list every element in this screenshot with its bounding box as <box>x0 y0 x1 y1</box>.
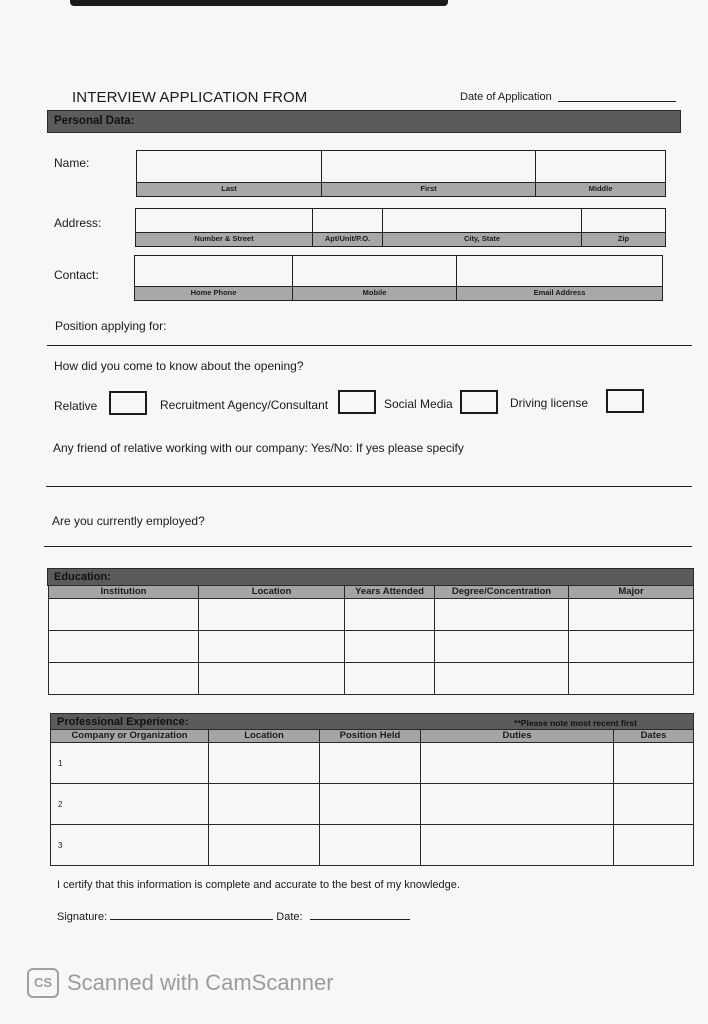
edu-col-years: Years Attended <box>345 586 435 599</box>
edu-cell[interactable] <box>435 599 569 631</box>
edu-col-institution: Institution <box>49 586 199 599</box>
experience-note: **Please note most recent first <box>514 718 637 728</box>
scan-edge-bar <box>70 0 448 6</box>
education-table <box>48 585 694 695</box>
camscanner-watermark <box>27 968 334 998</box>
watermark-text: Scanned with CamScanner <box>67 970 334 995</box>
social-media-checkbox[interactable] <box>460 390 498 414</box>
last-name-field[interactable] <box>137 151 322 196</box>
agency-checkbox[interactable] <box>338 390 376 414</box>
exp-cell[interactable] <box>320 743 421 784</box>
edu-cell[interactable] <box>199 599 345 631</box>
edu-cell[interactable] <box>345 631 435 663</box>
edu-cell[interactable] <box>49 631 199 663</box>
edu-cell[interactable] <box>435 663 569 695</box>
exp-cell[interactable] <box>209 825 320 866</box>
edu-col-degree: Degree/Concentration <box>435 586 569 599</box>
email-caption: Email Address <box>457 286 662 300</box>
education-row <box>49 599 694 631</box>
exp-cell[interactable] <box>320 825 421 866</box>
form-title: INTERVIEW APPLICATION FROM <box>72 89 308 106</box>
edu-cell[interactable] <box>345 599 435 631</box>
exp-cell[interactable] <box>209 784 320 825</box>
exp-col-location: Location <box>209 730 320 743</box>
mobile-field[interactable] <box>293 256 457 300</box>
edu-cell[interactable] <box>435 631 569 663</box>
apt-caption: Apt/Unit/P.O. <box>313 232 382 246</box>
edu-cell[interactable] <box>49 599 199 631</box>
option-relative-label: Relative <box>54 399 98 413</box>
middle-name-field[interactable] <box>536 151 665 196</box>
zip-caption: Zip <box>582 232 665 246</box>
zip-field[interactable] <box>582 209 665 246</box>
row-number[interactable]: 1 <box>51 743 209 784</box>
exp-cell[interactable] <box>421 784 614 825</box>
email-field[interactable] <box>457 256 662 300</box>
edu-col-major: Major <box>569 586 694 599</box>
option-social-label: Social Media <box>384 397 453 411</box>
exp-col-duties: Duties <box>421 730 614 743</box>
personal-data-header: Personal Data: <box>47 110 681 133</box>
driving-license-checkbox[interactable] <box>606 389 644 413</box>
contact-fields <box>134 255 663 301</box>
date-of-application-label: Date of Application <box>460 91 552 103</box>
experience-header <box>50 713 694 730</box>
exp-cell[interactable] <box>320 784 421 825</box>
employed-line[interactable] <box>44 546 692 547</box>
signature-field[interactable] <box>110 919 273 920</box>
edu-cell[interactable] <box>569 631 694 663</box>
middle-name-caption: Middle <box>536 182 665 196</box>
home-phone-field[interactable] <box>135 256 293 300</box>
edu-cell[interactable] <box>199 663 345 695</box>
education-row <box>49 663 694 695</box>
exp-cell[interactable] <box>614 825 694 866</box>
exp-cell[interactable] <box>421 825 614 866</box>
experience-title: Professional Experience: <box>57 716 189 728</box>
name-label: Name: <box>54 156 90 170</box>
experience-row <box>51 825 694 866</box>
date-field[interactable] <box>310 919 410 920</box>
exp-cell[interactable] <box>421 743 614 784</box>
edu-col-location: Location <box>199 586 345 599</box>
friend-line[interactable] <box>46 486 692 487</box>
first-name-field[interactable] <box>322 151 536 196</box>
exp-cell[interactable] <box>614 743 694 784</box>
position-label: Position applying for: <box>55 319 167 333</box>
apt-field[interactable] <box>313 209 383 246</box>
exp-col-dates: Dates <box>614 730 694 743</box>
experience-row <box>51 743 694 784</box>
option-agency-label: Recruitment Agency/Consultant <box>160 398 329 412</box>
friend-question: Any friend of relative working with our company: Yes/No: If yes please specify <box>53 441 464 455</box>
signature-label: Signature: <box>57 911 108 923</box>
date-of-application-field[interactable] <box>558 101 676 102</box>
edu-cell[interactable] <box>49 663 199 695</box>
experience-table <box>50 729 694 866</box>
signature-line <box>57 911 410 923</box>
first-name-caption: First <box>322 182 535 196</box>
opening-question: How did you come to know about the opening? <box>54 359 304 373</box>
experience-row <box>51 784 694 825</box>
edu-cell[interactable] <box>569 599 694 631</box>
home-phone-caption: Home Phone <box>135 286 292 300</box>
name-fields <box>136 150 666 197</box>
date-label: Date: <box>276 911 303 923</box>
contact-label: Contact: <box>54 268 99 282</box>
exp-cell[interactable] <box>209 743 320 784</box>
street-field[interactable] <box>136 209 313 246</box>
edu-cell[interactable] <box>199 631 345 663</box>
certify-statement: I certify that this information is complete and accurate to the best of my knowledge. <box>57 879 460 891</box>
education-row <box>49 631 694 663</box>
mobile-caption: Mobile <box>293 286 456 300</box>
address-fields <box>135 208 666 247</box>
row-number[interactable]: 2 <box>51 784 209 825</box>
relative-checkbox[interactable] <box>109 391 147 415</box>
edu-cell[interactable] <box>345 663 435 695</box>
employed-question: Are you currently employed? <box>52 514 205 528</box>
edu-cell[interactable] <box>569 663 694 695</box>
position-line[interactable] <box>47 345 692 346</box>
last-name-caption: Last <box>137 182 321 196</box>
exp-col-position: Position Held <box>320 730 421 743</box>
option-driving-label: Driving license <box>510 396 589 410</box>
row-number[interactable]: 3 <box>51 825 209 866</box>
education-header: Education: <box>47 568 694 586</box>
city-state-field[interactable] <box>383 209 582 246</box>
exp-col-company: Company or Organization <box>51 730 209 743</box>
street-caption: Number & Street <box>136 232 312 246</box>
address-label: Address: <box>54 216 102 230</box>
exp-cell[interactable] <box>614 784 694 825</box>
camscanner-logo-icon: CS <box>27 968 59 998</box>
city-state-caption: City, State <box>383 232 581 246</box>
